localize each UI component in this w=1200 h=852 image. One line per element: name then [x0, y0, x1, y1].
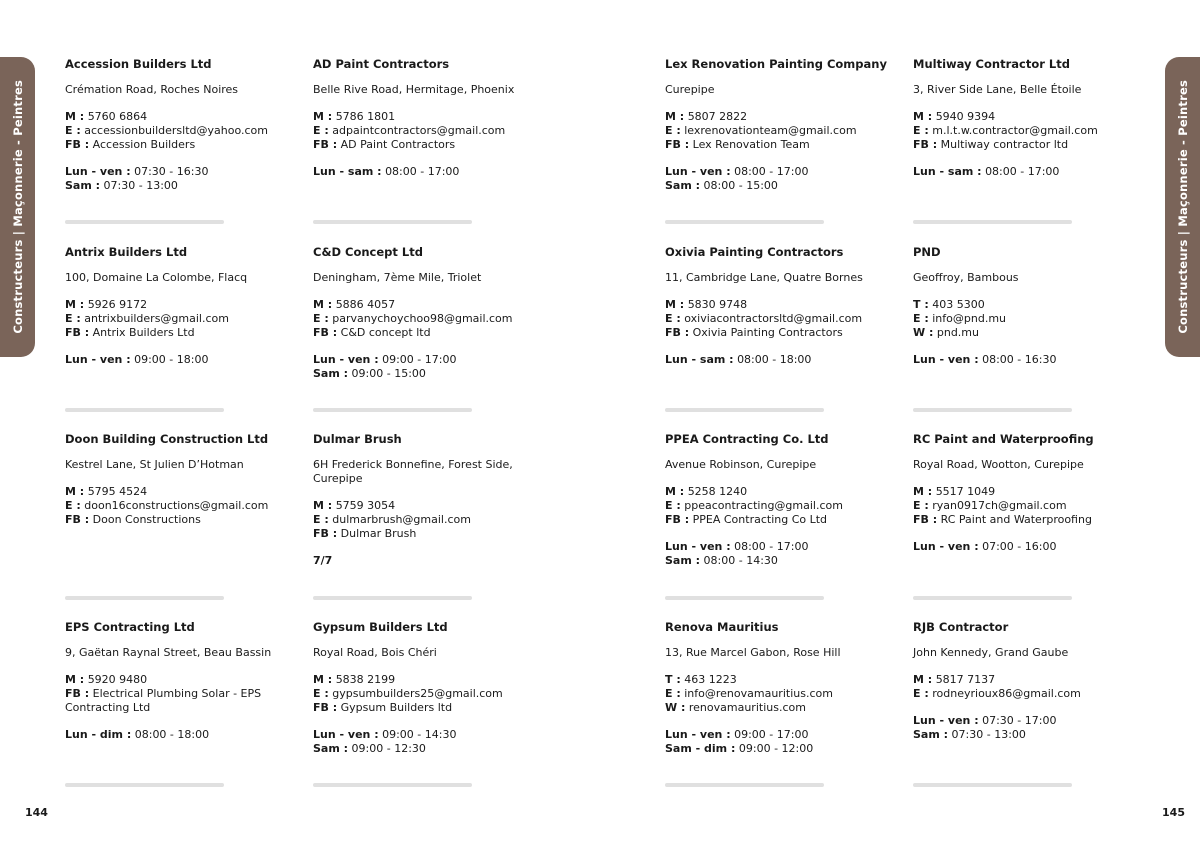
spacer: [313, 541, 538, 554]
spacer: [913, 701, 1138, 714]
contact-value: 5838 2199: [335, 673, 396, 686]
contact-line: [913, 499, 1138, 513]
company-name: Gypsum Builders Ltd: [313, 620, 448, 634]
contact-line: [913, 312, 1138, 326]
company-address: Avenue Robinson, Curepipe: [665, 458, 817, 471]
spacer: [665, 527, 890, 540]
contact-line: [313, 673, 538, 687]
contact-line: [65, 312, 290, 326]
spacer: [665, 715, 890, 728]
hours-label: Lun - sam :: [665, 353, 734, 366]
card-divider: [665, 783, 824, 787]
contact-line: [65, 485, 290, 499]
contact-value: dulmarbrush@gmail.com: [332, 513, 471, 526]
opening-hours-line: [913, 353, 1138, 367]
card-divider: [313, 783, 472, 787]
opening-hours-line: [913, 165, 1138, 179]
contact-line: [313, 326, 538, 340]
hours-value: 08:00 - 16:30: [982, 353, 1057, 366]
company-address: Belle Rive Road, Hermitage, Phoenix: [313, 83, 515, 96]
opening-hours-line: [913, 540, 1138, 554]
company-name: Antrix Builders Ltd: [65, 245, 188, 259]
contact-label: E :: [65, 499, 81, 512]
contact-label: FB :: [65, 687, 90, 700]
hours-value: 08:00 - 14:30: [703, 554, 778, 567]
contact-value: Doon Constructions: [92, 513, 201, 526]
hours-label: Lun - ven :: [665, 540, 731, 553]
opening-hours-line: [665, 728, 890, 742]
contact-label: FB :: [65, 138, 90, 151]
contact-value: 5517 1049: [935, 485, 996, 498]
contractor-card: [313, 57, 538, 179]
contact-label: FB :: [65, 513, 90, 526]
contact-label: FB :: [313, 701, 338, 714]
card-divider: [65, 220, 224, 224]
contact-line: [665, 687, 890, 701]
contact-label: E :: [313, 687, 329, 700]
card-divider: [913, 408, 1072, 412]
contact-line: [913, 138, 1138, 152]
hours-label: Lun - ven :: [65, 353, 131, 366]
contact-value: renovamauritius.com: [688, 701, 806, 714]
contact-line: [313, 312, 538, 326]
contact-label: T :: [665, 673, 681, 686]
contact-value: 5886 4057: [335, 298, 396, 311]
contact-value: ryan0917ch@gmail.com: [932, 499, 1067, 512]
contractor-card: [65, 57, 290, 193]
contact-value: Dulmar Brush: [340, 527, 417, 540]
contact-value: 463 1223: [684, 673, 737, 686]
contact-label: M :: [65, 485, 85, 498]
contact-value: RC Paint and Waterproofing: [940, 513, 1092, 526]
contact-label: T :: [913, 298, 929, 311]
company-address: Kestrel Lane, St Julien D’Hotman: [65, 458, 244, 471]
contact-line: [313, 124, 538, 138]
hours-label: Lun - ven :: [313, 728, 379, 741]
hours-value: 08:00 - 17:00: [734, 165, 809, 178]
contact-line: [313, 138, 538, 152]
contact-value: 5759 3054: [335, 499, 396, 512]
company-address: 3, River Side Lane, Belle Étoile: [913, 83, 1082, 96]
spacer: [665, 340, 890, 353]
contact-label: E :: [665, 124, 681, 137]
contact-label: W :: [913, 326, 934, 339]
hours-label: Lun - ven :: [65, 165, 131, 178]
opening-hours-line: [313, 353, 538, 367]
contact-line: [665, 499, 890, 513]
contact-label: E :: [913, 687, 929, 700]
company-address: Royal Road, Wootton, Curepipe: [913, 458, 1084, 471]
opening-hours-line: [65, 353, 290, 367]
company-address: John Kennedy, Grand Gaube: [913, 646, 1069, 659]
opening-days-note: 7/7: [313, 554, 333, 567]
hours-label: Lun - sam :: [313, 165, 382, 178]
contact-line: [65, 124, 290, 138]
company-address: Crémation Road, Roches Noires: [65, 83, 239, 96]
contact-value: antrixbuilders@gmail.com: [84, 312, 229, 325]
contact-value: 5795 4524: [87, 485, 148, 498]
contact-line: [313, 687, 538, 701]
contact-line: [313, 513, 538, 527]
contact-label: E :: [313, 513, 329, 526]
contact-label: E :: [665, 499, 681, 512]
contact-value: 5786 1801: [335, 110, 396, 123]
card-divider: [313, 220, 472, 224]
company-name: RC Paint and Waterproofing: [913, 432, 1094, 446]
opening-hours-line: [665, 540, 890, 554]
spacer: [65, 715, 290, 728]
contact-value: 5817 7137: [935, 673, 996, 686]
contact-line: [913, 687, 1138, 701]
hours-value: 09:00 - 12:30: [351, 742, 426, 755]
hours-label: Lun - sam :: [913, 165, 982, 178]
company-name: Oxivia Painting Contractors: [665, 245, 844, 259]
hours-value: 07:00 - 16:00: [982, 540, 1057, 553]
contact-label: W :: [665, 701, 686, 714]
section-tab-label: Constructeurs | Maçonnerie - Peintres: [1175, 80, 1190, 334]
section-tab-right: [1165, 57, 1200, 357]
company-name: EPS Contracting Ltd: [65, 620, 195, 634]
contact-line: [913, 513, 1138, 527]
contact-line: [313, 499, 538, 513]
contact-value: Multiway contractor ltd: [940, 138, 1069, 151]
company-address: Geoffroy, Bambous: [913, 271, 1019, 284]
contact-label: FB :: [65, 326, 90, 339]
contact-value: 5760 6864: [87, 110, 148, 123]
card-divider: [65, 783, 224, 787]
card-divider: [313, 596, 472, 600]
company-address: Deningham, 7ème Mile, Triolet: [313, 271, 482, 284]
company-name: Dulmar Brush: [313, 432, 402, 446]
company-name: PPEA Contracting Co. Ltd: [665, 432, 829, 446]
contact-value: gypsumbuilders25@gmail.com: [332, 687, 503, 700]
contractor-card: [665, 57, 890, 193]
hours-value: 07:30 - 17:00: [982, 714, 1057, 727]
contact-label: M :: [665, 110, 685, 123]
contact-line: [65, 499, 290, 513]
contact-value: Electrical Plumbing Solar - EPS Contracting Ltd: [65, 687, 262, 714]
contact-value: 403 5300: [932, 298, 985, 311]
spacer: [665, 152, 890, 165]
hours-value: 07:30 - 13:00: [103, 179, 178, 192]
contractor-card: [665, 245, 890, 367]
hours-value: 09:00 - 17:00: [382, 353, 457, 366]
company-name: Lex Renovation Painting Company: [665, 57, 887, 71]
hours-label: Sam :: [313, 742, 349, 755]
contact-value: oxiviacontractorsltd@gmail.com: [684, 312, 863, 325]
card-divider: [913, 220, 1072, 224]
contact-line: [313, 701, 538, 715]
contact-line: [665, 110, 890, 124]
contact-value: doon16constructions@gmail.com: [84, 499, 269, 512]
contact-value: Lex Renovation Team: [692, 138, 810, 151]
opening-hours-line: [313, 367, 538, 381]
contact-label: FB :: [313, 527, 338, 540]
contact-label: M :: [913, 110, 933, 123]
hours-value: 09:00 - 15:00: [351, 367, 426, 380]
contact-value: 5807 2822: [687, 110, 748, 123]
contractor-card: [65, 620, 290, 742]
contractor-card: [665, 620, 890, 756]
contact-value: 5830 9748: [687, 298, 748, 311]
contact-line: [665, 485, 890, 499]
contact-label: FB :: [665, 513, 690, 526]
hours-label: Lun - ven :: [913, 540, 979, 553]
contact-label: M :: [313, 298, 333, 311]
card-divider: [913, 783, 1072, 787]
company-address: 13, Rue Marcel Gabon, Rose Hill: [665, 646, 841, 659]
hours-label: Lun - ven :: [913, 353, 979, 366]
contact-value: pnd.mu: [936, 326, 979, 339]
contact-value: ppeacontracting@gmail.com: [684, 499, 843, 512]
contact-line: [313, 110, 538, 124]
contact-value: 5926 9172: [87, 298, 148, 311]
opening-hours-line: [313, 742, 538, 756]
opening-hours-line: [65, 179, 290, 193]
contact-label: E :: [913, 499, 929, 512]
contractor-card: [313, 245, 538, 381]
spacer: [313, 340, 538, 353]
contact-line: [65, 138, 290, 152]
contractor-card: [913, 57, 1138, 179]
section-tab-label: Constructeurs | Maçonnerie - Peintres: [10, 80, 25, 334]
hours-value: 09:00 - 12:00: [738, 742, 814, 755]
contact-line: [665, 673, 890, 687]
card-divider: [65, 408, 224, 412]
hours-value: 07:30 - 16:30: [134, 165, 209, 178]
contact-value: 5940 9394: [935, 110, 996, 123]
contact-label: E :: [313, 124, 329, 137]
contact-value: adpaintcontractors@gmail.com: [332, 124, 506, 137]
contact-label: E :: [665, 687, 681, 700]
opening-hours-line: [913, 714, 1138, 728]
contractor-card: [913, 432, 1138, 554]
hours-label: Sam :: [665, 554, 701, 567]
contact-line: [65, 687, 290, 715]
contractor-card: [65, 245, 290, 367]
contact-line: [913, 298, 1138, 312]
hours-label: Lun - ven :: [913, 714, 979, 727]
company-name: AD Paint Contractors: [313, 57, 450, 71]
contact-line: [65, 110, 290, 124]
contact-value: PPEA Contracting Co Ltd: [692, 513, 828, 526]
contact-label: FB :: [665, 138, 690, 151]
page-number-left: 144: [25, 806, 48, 819]
contact-line: [913, 485, 1138, 499]
card-divider: [313, 408, 472, 412]
contact-label: FB :: [313, 326, 338, 339]
contact-value: info@pnd.mu: [932, 312, 1007, 325]
contact-value: 5920 9480: [87, 673, 148, 686]
contact-line: [665, 124, 890, 138]
contact-line: [665, 138, 890, 152]
contact-label: M :: [65, 298, 85, 311]
opening-hours-line: [665, 554, 890, 568]
contact-label: M :: [313, 499, 333, 512]
hours-value: 07:30 - 13:00: [951, 728, 1026, 741]
spacer: [913, 527, 1138, 540]
card-divider: [913, 596, 1072, 600]
contact-value: Accession Builders: [92, 138, 196, 151]
contact-label: M :: [913, 673, 933, 686]
hours-value: 09:00 - 14:30: [382, 728, 457, 741]
opening-hours-line: [913, 728, 1138, 742]
contact-line: [65, 513, 290, 527]
contact-value: Oxivia Painting Contractors: [692, 326, 843, 339]
hours-value: 09:00 - 18:00: [134, 353, 209, 366]
spacer: [65, 152, 290, 165]
hours-label: Sam :: [665, 179, 701, 192]
contact-line: [313, 298, 538, 312]
hours-value: 08:00 - 18:00: [737, 353, 812, 366]
contact-label: FB :: [913, 513, 938, 526]
contact-label: E :: [665, 312, 681, 325]
company-address: 11, Cambridge Lane, Quatre Bornes: [665, 271, 863, 284]
company-name: PND: [913, 245, 941, 259]
company-address: 100, Domaine La Colombe, Flacq: [65, 271, 248, 284]
hours-value: 09:00 - 17:00: [734, 728, 809, 741]
spacer: [65, 340, 290, 353]
company-address: 6H Frederick Bonnefine, Forest Side, Curepipe: [313, 458, 513, 485]
contact-value: 5258 1240: [687, 485, 748, 498]
contact-line: [65, 298, 290, 312]
contractor-card: [665, 432, 890, 568]
contact-line: [65, 673, 290, 687]
contact-label: M :: [313, 110, 333, 123]
card-divider: [65, 596, 224, 600]
contractor-card: [313, 620, 538, 756]
opening-hours-line: [313, 728, 538, 742]
contact-label: M :: [665, 298, 685, 311]
contact-line: [665, 298, 890, 312]
hours-label: Sam :: [913, 728, 949, 741]
spacer: [913, 340, 1138, 353]
hours-label: Lun - ven :: [665, 728, 731, 741]
contact-line: [65, 326, 290, 340]
company-name: C&D Concept Ltd: [313, 245, 423, 259]
contact-label: FB :: [913, 138, 938, 151]
opening-hours-line: [665, 353, 890, 367]
company-name: Accession Builders Ltd: [65, 57, 212, 71]
contact-value: Gypsum Builders ltd: [340, 701, 453, 714]
spacer: [313, 715, 538, 728]
hours-label: Lun - ven :: [313, 353, 379, 366]
contact-label: M :: [665, 485, 685, 498]
hours-label: Sam :: [313, 367, 349, 380]
contact-label: M :: [65, 110, 85, 123]
contact-label: M :: [65, 673, 85, 686]
card-divider: [665, 596, 824, 600]
contact-value: AD Paint Contractors: [340, 138, 456, 151]
contact-value: rodneyrioux86@gmail.com: [932, 687, 1081, 700]
contractor-card: [313, 432, 538, 568]
contact-label: E :: [913, 124, 929, 137]
spacer: [313, 152, 538, 165]
hours-label: Sam - dim :: [665, 742, 736, 755]
company-address: Royal Road, Bois Chéri: [313, 646, 437, 659]
spacer: [913, 152, 1138, 165]
contact-value: accessionbuildersltd@yahoo.com: [84, 124, 268, 137]
contractor-card: [65, 432, 290, 527]
contact-line: [665, 513, 890, 527]
hours-value: 08:00 - 17:00: [385, 165, 460, 178]
contact-value: lexrenovationteam@gmail.com: [684, 124, 857, 137]
hours-value: 08:00 - 18:00: [134, 728, 210, 741]
hours-label: Lun - dim :: [65, 728, 132, 741]
company-address: 9, Gaëtan Raynal Street, Beau Bassin: [65, 646, 272, 659]
contractor-card: [913, 620, 1138, 742]
hours-label: Lun - ven :: [665, 165, 731, 178]
contractor-card: [913, 245, 1138, 367]
opening-hours-line: [665, 165, 890, 179]
section-tab-left: [0, 57, 35, 357]
contact-line: [665, 312, 890, 326]
opening-hours-line: [313, 165, 538, 179]
contact-value: info@renovamauritius.com: [684, 687, 833, 700]
hours-value: 08:00 - 17:00: [985, 165, 1060, 178]
contact-label: FB :: [665, 326, 690, 339]
contact-line: [665, 326, 890, 340]
card-divider: [665, 408, 824, 412]
opening-hours-line: [65, 165, 290, 179]
contact-value: parvanychoychoo98@gmail.com: [332, 312, 513, 325]
opening-hours-line: [65, 728, 290, 742]
contact-line: [913, 124, 1138, 138]
contact-value: m.l.t.w.contractor@gmail.com: [932, 124, 1098, 137]
contact-value: C&D concept ltd: [340, 326, 431, 339]
contact-line: [913, 673, 1138, 687]
contact-line: [913, 326, 1138, 340]
card-divider: [665, 220, 824, 224]
opening-hours-line: [665, 179, 890, 193]
hours-value: 08:00 - 15:00: [703, 179, 778, 192]
company-name: RJB Contractor: [913, 620, 1009, 634]
opening-hours-line: [665, 742, 890, 756]
contact-label: M :: [313, 673, 333, 686]
contact-label: E :: [913, 312, 929, 325]
contact-line: [913, 110, 1138, 124]
company-name: Multiway Contractor Ltd: [913, 57, 1070, 71]
contact-line: [313, 527, 538, 541]
page-number-right: 145: [1162, 806, 1185, 819]
contact-label: E :: [65, 312, 81, 325]
contact-line: [665, 701, 890, 715]
contact-label: E :: [313, 312, 329, 325]
contact-label: FB :: [313, 138, 338, 151]
company-name: Renova Mauritius: [665, 620, 779, 634]
contact-label: E :: [65, 124, 81, 137]
hours-value: 08:00 - 17:00: [734, 540, 809, 553]
company-name: Doon Building Construction Ltd: [65, 432, 269, 446]
contact-label: M :: [913, 485, 933, 498]
contact-value: Antrix Builders Ltd: [92, 326, 195, 339]
hours-label: Sam :: [65, 179, 101, 192]
company-address: Curepipe: [665, 83, 715, 96]
